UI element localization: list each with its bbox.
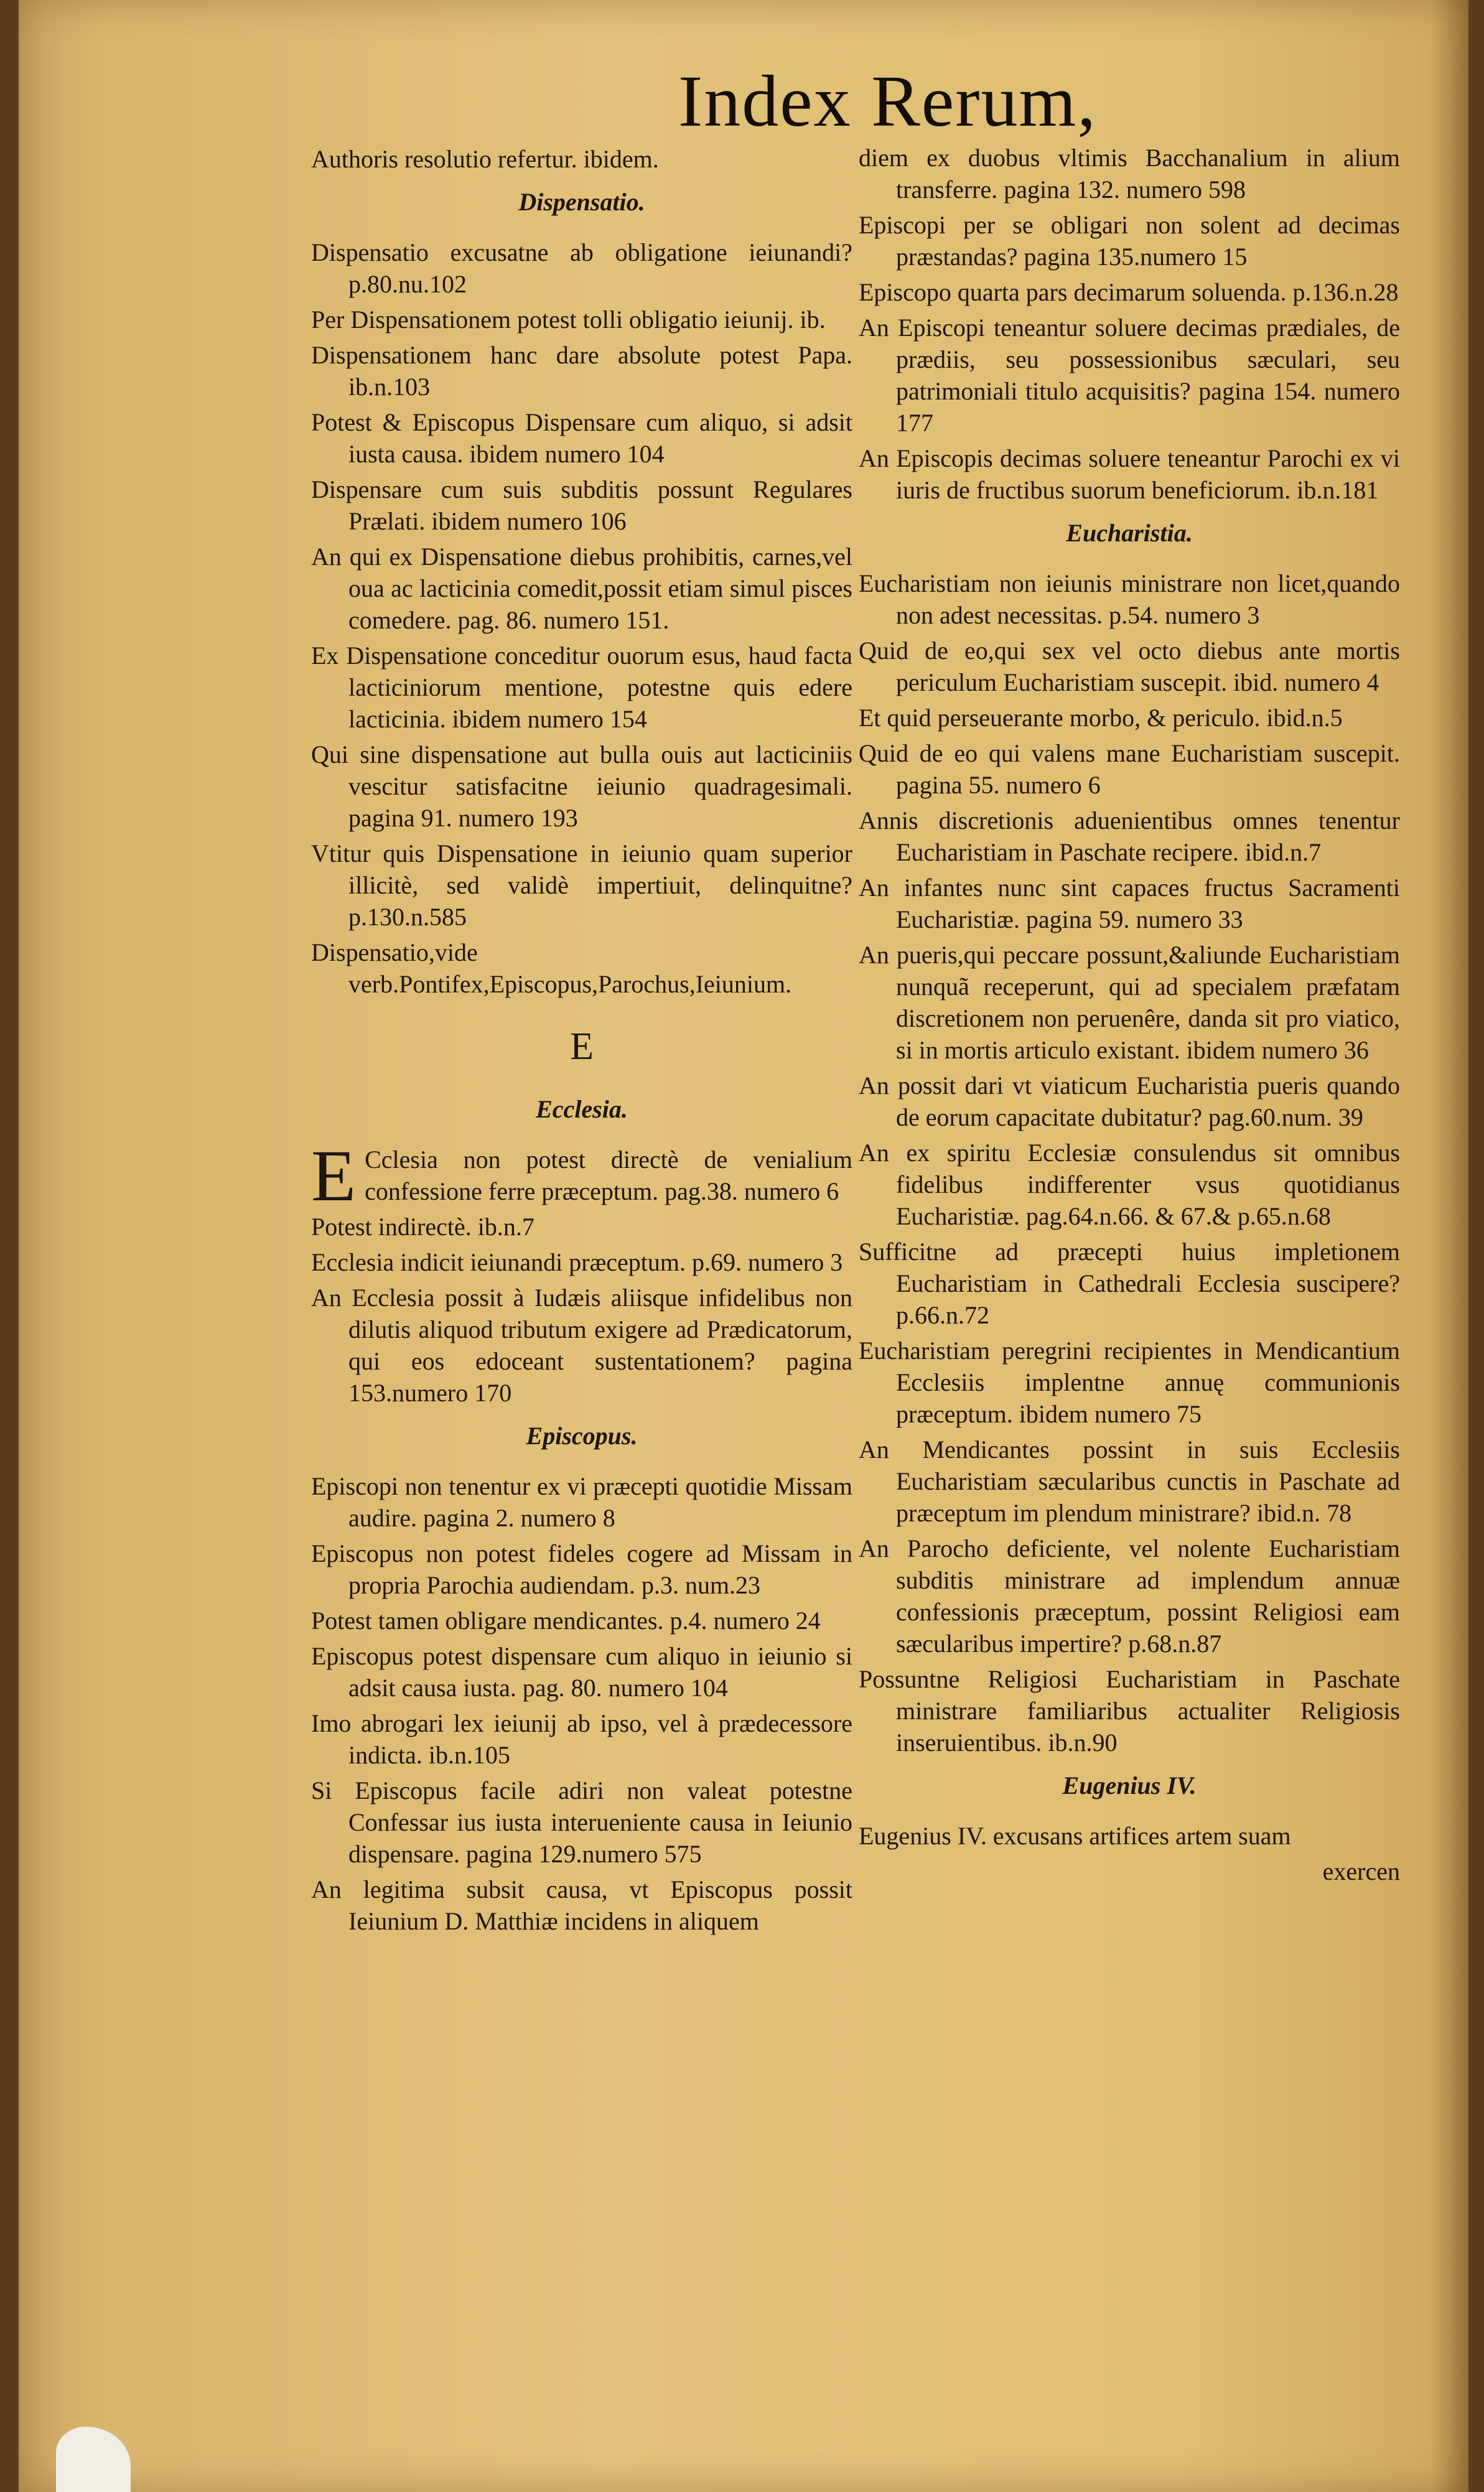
- index-entry: An possit dari vt viaticum Eucharistia pueris quando de eorum capacitate dubitatur? pag.60.num. 39: [859, 1071, 1400, 1131]
- index-entry: Potest indirectè. ib.n.7: [311, 1213, 534, 1241]
- index-entry: [311, 1135, 852, 1216]
- alphabet-letter-heading: E: [570, 1025, 594, 1068]
- index-entry: Episcopus potest dispensare cum aliquo in ieiunio si adsit causa iusta. pag. 80. numero 104: [311, 1642, 852, 1702]
- index-entry: An Parocho deficiente, vel nolente Eucharistiam subditis ministrare ad implendum annuæ confessionis præceptum, possint Religiosi eam sæcularibus impertire? p.68.n.87: [859, 1534, 1400, 1658]
- section-heading: Episcopus.: [526, 1422, 638, 1450]
- index-entry: An ex spiritu Ecclesiæ consulendus sit omnibus fidelibus indifferenter vsus quotidianus Eucharistiæ. pag.64.n.66. & 67.& p.65.n.68: [859, 1139, 1400, 1230]
- index-entry: An Mendicantes possint in suis Ecclesiis Eucharistiam sæcularibus cunctis in Paschate ad præceptum im plendum ministrare? ibid.n. 78: [859, 1435, 1400, 1527]
- index-entry: Et quid perseuerante morbo, & periculo. ibid.n.5: [859, 704, 1343, 732]
- index-entry: An legitima subsit causa, vt Episcopus possit Ieiunium D. Matthiæ incidens in aliquem: [311, 1875, 852, 1935]
- index-entry: Possuntne Religiosi Eucharistiam in Paschate ministrare familiaribus actualiter Religiosis inseruientibus. ib.n.90: [859, 1665, 1400, 1757]
- index-entry: Eucharistiam non ieiunis ministrare non licet,quando non adest necessitas. p.54. numero 3: [859, 569, 1400, 629]
- index-entry: Potest tamen obligare mendicantes. p.4. numero 24: [311, 1607, 821, 1635]
- section-heading: Ecclesia.: [536, 1095, 628, 1123]
- index-entry: Episcopo quarta pars decimarum soluenda. p.136.n.28: [859, 278, 1399, 306]
- index-entry: An Ecclesia possit à Iudæis aliisque infidelibus non dilutis aliquod tributum exigere ad Prædicatorum, qui eos edoceant sustentationem? pagina 153.numero 170: [311, 1284, 852, 1407]
- catchword: exercen: [1322, 1857, 1400, 1885]
- section-heading: Dispensatio.: [518, 188, 645, 216]
- right-index-column: [859, 142, 1400, 1887]
- index-entry: Quid de eo qui valens mane Eucharistiam suscepit. pagina 55. numero 6: [859, 739, 1400, 799]
- index-entry: Per Dispensationem potest tolli obligatio ieiunij. ib.: [311, 306, 826, 334]
- index-entry: Dispensare cum suis subditis possunt Regulares Prælati. ibidem numero 106: [311, 475, 852, 535]
- index-entry: Episcopus non potest fideles cogere ad Missam in propria Parochia audiendam. p.3. num.23: [311, 1539, 852, 1599]
- index-entry: Quid de eo,qui sex vel octo diebus ante mortis periculum Eucharistiam suscepit. ibid. numero 4: [859, 637, 1400, 696]
- index-entry: Dispensatio,vide verb.Pontifex,Episcopus,Parochus,Ieiunium.: [311, 938, 792, 998]
- index-entry: Annis discretionis aduenientibus omnes tenentur Eucharistiam in Paschate recipere. ibid.n.7: [859, 806, 1400, 866]
- left-index-column: [311, 143, 852, 1941]
- section-heading: Eugenius IV.: [1062, 1771, 1197, 1799]
- page-title: Index Rerum,: [678, 60, 1097, 142]
- index-entry: Authoris resolutio refertur. ibidem.: [311, 145, 659, 173]
- index-entry: Sufficitne ad præcepti huius impletionem Eucharistiam in Cathedrali Ecclesia suscipere? p.66.n.72: [859, 1238, 1400, 1329]
- index-entry-text: Cclesia non potest directè de venialium confessione ferre præceptum. pag.38. numero 6: [365, 1146, 852, 1205]
- index-entry: An Episcopis decimas soluere teneantur Parochi ex vi iuris de fructibus suorum beneficiorum. ib.n.181: [859, 444, 1400, 504]
- index-entry: Potest & Episcopus Dispensare cum aliquo, si adsit iusta causa. ibidem numero 104: [311, 408, 852, 468]
- index-entry: An Episcopi teneantur soluere decimas prædiales, de prædiis, seu possessionibus sæculari, seu patrimoniali titulo acquisitis? pagina 154. numero 177: [859, 314, 1400, 437]
- page-edge-shadow: [1431, 0, 1468, 2492]
- index-entry: diem ex duobus vltimis Bacchanalium in alium transferre. pagina 132. numero 598: [859, 144, 1400, 203]
- index-entry: Ex Dispensatione conceditur ouorum esus, haud facta lacticiniorum mentione, potestne quis edere lacticinia. ibidem numero 154: [311, 642, 852, 733]
- paper-damage: [56, 2427, 131, 2492]
- index-entry: Dispensationem hanc dare absolute potest Papa. ib.n.103: [311, 341, 852, 401]
- index-entry: Ecclesia indicit ieiunandi præceptum. p.69. numero 3: [311, 1248, 843, 1276]
- index-entry: An qui ex Dispensatione diebus prohibitis, carnes,vel oua ac lacticinia comedit,possit etiam simul pisces comedere. pag. 86. numero 151.: [311, 543, 852, 634]
- drop-capital: E: [311, 1135, 357, 1216]
- index-entry: An pueris,qui peccare possunt,&aliunde Eucharistiam nunquã receperunt, qui ad specialem præfatam discretionem non peruenêre, danda sit pro viatico, si in mortis articulo existant. ibidem numero 36: [859, 941, 1400, 1064]
- index-entry: Eucharistiam peregrini recipientes in Mendicantium Ecclesiis implentne annuę communionis præceptum. ibidem numero 75: [859, 1337, 1400, 1428]
- index-entry: Episcopi non tenentur ex vi præcepti quotidie Missam audire. pagina 2. numero 8: [311, 1472, 852, 1532]
- index-entry: Si Episcopus facile adiri non valeat potestne Confessar ius iusta interueniente causa in Ieiunio dispensare. pagina 129.numero 575: [311, 1776, 852, 1868]
- section-heading: Eucharistia.: [1066, 519, 1193, 547]
- index-entry: Vtitur quis Dispensatione in ieiunio quam superior illicitè, sed validè impertiuit, delinquitne? p.130.n.585: [311, 839, 852, 931]
- book-page: [19, 0, 1468, 2492]
- index-entry: Qui sine dispensatione aut bulla ouis aut lacticiniis vescitur satisfacitne ieiunio quadragesimali. pagina 91. numero 193: [311, 740, 852, 832]
- index-entry: Dispensatio excusatne ab obligatione ieiunandi? p.80.nu.102: [311, 238, 852, 298]
- index-entry: Imo abrogari lex ieiunij ab ipso, vel à prædecessore indicta. ib.n.105: [311, 1709, 852, 1769]
- index-entry: Episcopi per se obligari non solent ad decimas præstandas? pagina 135.numero 15: [859, 211, 1400, 271]
- index-entry: Eugenius IV. excusans artifices artem suam: [859, 1822, 1291, 1850]
- index-entry: An infantes nunc sint capaces fructus Sacramenti Eucharistiæ. pagina 59. numero 33: [859, 874, 1400, 933]
